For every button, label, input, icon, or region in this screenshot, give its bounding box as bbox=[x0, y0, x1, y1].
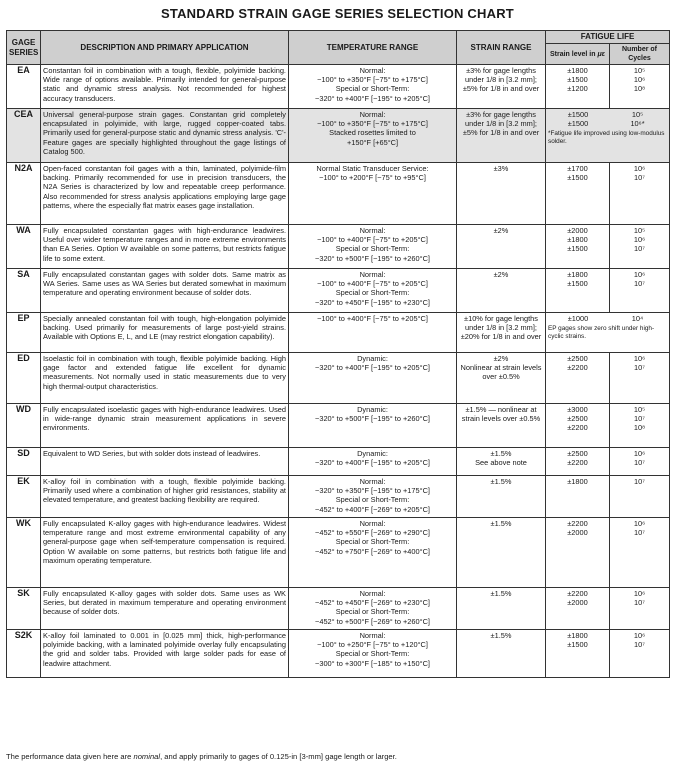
strain-range-cell bbox=[457, 630, 546, 678]
description-cell bbox=[41, 313, 289, 353]
selection-chart-table bbox=[6, 30, 670, 678]
temperature-cell bbox=[289, 225, 457, 269]
strain-range-cell-text: ±1.5% bbox=[490, 519, 512, 528]
description-cell-text: Fully encapsulated K-alloy gages with solder dots. Same uses as WK Series, but derated in maximum temperature and operating environment because of solder dots. bbox=[43, 589, 286, 617]
description-cell bbox=[41, 588, 289, 630]
gage-series-cell-text: N2A bbox=[14, 163, 33, 173]
table-row bbox=[7, 109, 670, 163]
chart-body bbox=[7, 65, 670, 678]
header-description: DESCRIPTION AND PRIMARY APPLICATION bbox=[41, 31, 289, 65]
description-cell-text: Equivalent to WD Series, but with solder dots instead of leadwires. bbox=[43, 449, 261, 458]
gage-series-cell bbox=[7, 163, 41, 225]
cycles-cell bbox=[610, 269, 670, 313]
table-row bbox=[7, 163, 670, 225]
strain-range-cell bbox=[457, 518, 546, 588]
strain-level-cell-text: ±1800 bbox=[567, 477, 588, 486]
cycles-cell bbox=[610, 65, 670, 109]
gage-series-cell-text: WA bbox=[16, 225, 31, 235]
description-cell bbox=[41, 404, 289, 448]
temperature-cell bbox=[289, 448, 457, 476]
header-strain-level-label: Strain level in bbox=[549, 50, 596, 58]
strain-range-cell-text: ±10% for gage lengths under 1/8 in [3.2 mm]; ±20% for 1/8 in and over bbox=[460, 314, 542, 342]
table-row bbox=[7, 65, 670, 109]
description-cell-text: K-alloy foil laminated to 0.001 in [0.025 mm] thick, high-performance polyimide backing, with a laminated polyimide overlay fully encapsulating the grid and solder tabs. Provided with large solder pads for ease of leadwire attachment. bbox=[43, 631, 286, 668]
description-cell bbox=[41, 630, 289, 678]
temperature-cell-text: −100° to +400°F [−75° to +205°C] bbox=[317, 314, 428, 323]
cycles-text: 10⁵ 10⁶* bbox=[630, 110, 645, 129]
strain-level-cell bbox=[546, 588, 610, 630]
strain-level-cell-text: ±3000 ±2500 ±2200 bbox=[567, 405, 588, 433]
gage-series-cell bbox=[7, 269, 41, 313]
description-cell bbox=[41, 448, 289, 476]
description-cell-text: Constantan foil in combination with a tough, flexible, polyimide backing. Wide range of options available. Primarily intended for general-purpose static and dynamic stress analysis. Not recommended for highest accuracy transducers. bbox=[43, 66, 286, 103]
strain-range-cell bbox=[457, 225, 546, 269]
strain-range-cell bbox=[457, 588, 546, 630]
strain-level-cell-text: ±1700 ±1500 bbox=[567, 164, 588, 183]
fatigue-cell bbox=[546, 313, 670, 353]
strain-range-cell bbox=[457, 313, 546, 353]
description-cell bbox=[41, 353, 289, 404]
temperature-cell bbox=[289, 630, 457, 678]
temperature-cell-text: Normal: −100° to +350°F [−75° to +175°C] Special or Short-Term: −320° to +400°F [−195° to +205°C] bbox=[315, 66, 430, 103]
gage-series-cell bbox=[7, 518, 41, 588]
table-row bbox=[7, 353, 670, 404]
cycles-cell-text: 10⁶ 10⁷ bbox=[633, 164, 646, 183]
strain-level-cell bbox=[546, 163, 610, 225]
strain-level-cell bbox=[546, 353, 610, 404]
gage-series-cell-text: S2K bbox=[14, 630, 33, 640]
cycles-cell-text: 10⁶ 10⁷ bbox=[633, 449, 646, 468]
table-row bbox=[7, 269, 670, 313]
cycles-cell bbox=[610, 225, 670, 269]
strain-level-text: ±1500 ±1500 bbox=[567, 110, 589, 129]
header-strain-level bbox=[546, 44, 610, 65]
strain-range-cell-text: ±1.5% See above note bbox=[475, 449, 527, 468]
cycles-text: 10⁴ bbox=[631, 314, 644, 323]
temperature-cell-text: Normal: −320° to +350°F [−195° to +175°C] Special or Short-Term: −452° to +400°F [−269° to +205°C] bbox=[315, 477, 430, 514]
strain-range-cell-text: ±2% Nonlinear at strain levels over ±0.5% bbox=[460, 354, 542, 382]
cycles-cell-text: 10⁶ 10⁷ bbox=[633, 631, 646, 650]
cycles-cell-text: 10⁶ 10⁷ bbox=[633, 354, 646, 373]
strain-level-cell-text: ±1800 ±1500 bbox=[567, 631, 588, 650]
cycles-cell-text: 10⁷ bbox=[634, 477, 645, 486]
cycles-cell bbox=[610, 448, 670, 476]
footer-text-end: , and apply primarily to gages of 0.125-in [3-mm] gage length or larger. bbox=[160, 752, 397, 761]
header-temperature: TEMPERATURE RANGE bbox=[289, 31, 457, 65]
description-cell-text: Fully encapsulated constantan gages with high-endurance leadwires. Useful over wider temperature ranges and in more extreme environments than EA Series. Option W available on some patterns, but restricts fatigue life to some extent. bbox=[43, 226, 286, 263]
header-strain-level-unit: με bbox=[597, 50, 606, 58]
table-row bbox=[7, 225, 670, 269]
table-row bbox=[7, 404, 670, 448]
temperature-cell-text: Dynamic: −320° to +500°F [−195° to +260°C] bbox=[315, 405, 430, 424]
strain-level-cell bbox=[546, 65, 610, 109]
temperature-cell-text: Normal: −100° to +250°F [−75° to +120°C] Special or Short-Term: −300° to +300°F [−185° to +150°C] bbox=[315, 631, 430, 668]
description-cell-text: Fully encapsulated constantan gages with solder dots. Same matrix as WA Series. Same uses as WA Series but derated somewhat in maximum temperature and operating environment because of solder dots. bbox=[43, 270, 286, 298]
strain-level-cell-text: ±1800 ±1500 bbox=[567, 270, 588, 289]
strain-range-cell-text: ±2% bbox=[493, 270, 509, 279]
cycles-cell bbox=[610, 518, 670, 588]
temperature-cell-text: Dynamic: −320° to +400°F [−195° to +205°C] bbox=[315, 354, 430, 373]
strain-range-cell-text: ±3% for gage lengths under 1/8 in [3.2 mm]; ±5% for 1/8 in and over bbox=[462, 66, 540, 94]
fatigue-values bbox=[548, 110, 667, 128]
fatigue-note: *Fatigue life improved using low-modulus solder. bbox=[548, 130, 665, 145]
table-row bbox=[7, 588, 670, 630]
description-cell bbox=[41, 518, 289, 588]
gage-series-cell-text: SD bbox=[17, 448, 30, 458]
cycles-cell-text: 10⁵ 10⁷ 10⁸ bbox=[633, 405, 646, 433]
strain-level-cell bbox=[546, 404, 610, 448]
description-cell bbox=[41, 109, 289, 163]
fatigue-cell bbox=[546, 109, 670, 163]
temperature-cell bbox=[289, 109, 457, 163]
description-cell-text: Isoelastic foil in combination with tough, flexible polyimide backing. High gage factor and extended fatigue life excellent for dynamic measurements. Not normally used in static measurements due to very high thermal-output characteristics. bbox=[43, 354, 286, 391]
cycles-cell-text: 10⁵ 10⁶ 10⁸ bbox=[633, 66, 646, 94]
gage-series-cell-text: EK bbox=[17, 476, 30, 486]
header-fatigue-life: FATIGUE LIFE bbox=[546, 31, 670, 44]
temperature-cell-text: Normal: −100° to +350°F [−75° to +175°C] Stacked rosettes limited to +150°F [+65°C] bbox=[317, 110, 428, 147]
footer-emphasis: nominal bbox=[133, 752, 161, 761]
gage-series-cell-text: SK bbox=[17, 588, 30, 598]
strain-level-cell-text: ±2200 ±2000 bbox=[567, 589, 588, 608]
footer-note bbox=[6, 752, 397, 761]
strain-level-cell-text: ±2500 ±2200 bbox=[567, 449, 588, 468]
table-row bbox=[7, 313, 670, 353]
description-cell-text: K-alloy foil in combination with a tough, flexible polyimide backing. Primarily used where a combination of higher grid resistances, stability at elevated temperature, and greatest backing flexibility are required. bbox=[43, 477, 286, 505]
strain-level-cell bbox=[546, 630, 610, 678]
gage-series-cell-text: CEA bbox=[13, 109, 33, 119]
strain-level-cell-text: ±2200 ±2000 bbox=[567, 519, 588, 538]
strain-range-cell-text: ±3% bbox=[493, 164, 509, 173]
strain-range-cell-text: ±1.5% bbox=[490, 631, 512, 640]
temperature-cell-text: Normal: −100° to +400°F [−75° to +205°C] Special or Short-Term: −320° to +450°F [−195° to +230°C] bbox=[315, 270, 430, 307]
strain-level-cell bbox=[546, 269, 610, 313]
temperature-cell-text: Normal: −100° to +400°F [−75° to +205°C] Special or Short-Term: −320° to +500°F [−195° to +260°C] bbox=[315, 226, 430, 263]
gage-series-cell-text: WD bbox=[16, 404, 31, 414]
header-gage-series: GAGE SERIES bbox=[7, 31, 41, 65]
gage-series-cell-text: EP bbox=[17, 313, 30, 323]
gage-series-cell bbox=[7, 476, 41, 518]
cycles-cell bbox=[610, 476, 670, 518]
strain-range-cell bbox=[457, 476, 546, 518]
strain-range-cell bbox=[457, 269, 546, 313]
gage-series-cell bbox=[7, 404, 41, 448]
fatigue-values bbox=[548, 314, 667, 323]
header-strain-range: STRAIN RANGE bbox=[457, 31, 546, 65]
strain-range-cell-text: ±1.5% — nonlinear at strain levels over ±0.5% bbox=[461, 405, 541, 424]
description-cell bbox=[41, 269, 289, 313]
fatigue-note: EP gages show zero shift under high-cyclic strains. bbox=[548, 325, 655, 340]
strain-range-cell bbox=[457, 65, 546, 109]
description-cell-text: Fully encapsulated K-alloy gages with high-endurance leadwires. Widest temperature range and most extreme environmental capability of any general-purpose gage when self-temperature compensation is required. Option W available on some patterns, but restricts both fatigue life and maximum operating temperature. bbox=[43, 519, 286, 565]
gage-series-cell-text: WK bbox=[16, 518, 31, 528]
gage-series-cell bbox=[7, 225, 41, 269]
description-cell-text: Specially annealed constantan foil with tough, high-elongation polyimide backing. Used primarily for measurements of large post-yield strains. Available with Options E, L, and LE (may restrict elongation capability). bbox=[43, 314, 286, 342]
strain-range-cell-text: ±3% for gage lengths under 1/8 in [3.2 mm]; ±5% for 1/8 in and over bbox=[462, 110, 540, 138]
strain-range-cell-text: ±1.5% bbox=[490, 477, 512, 486]
cycles-cell bbox=[610, 588, 670, 630]
gage-series-cell-text: EA bbox=[17, 65, 30, 75]
description-cell-text: Universal general-purpose strain gages. Constantan grid completely encapsulated in polyimide, with large, rugged copper-coated tabs. Primarily used for general-purpose static and dynamic stress analysis. 'C'-Feature gages are specially highlighted throughout the gage listings of Catalog 500. bbox=[43, 110, 286, 156]
header-row bbox=[7, 31, 670, 44]
gage-series-cell bbox=[7, 313, 41, 353]
description-cell-text: Fully encapsulated isoelastic gages with high-endurance leadwires. Used in wide-range dynamic strain measurement applications in severe environments. bbox=[43, 405, 286, 433]
description-cell bbox=[41, 225, 289, 269]
strain-range-cell bbox=[457, 163, 546, 225]
strain-level-text: ±1000 bbox=[567, 314, 589, 323]
temperature-cell-text: Normal: −452° to +550°F [−269° to +290°C] Special or Short-Term: −452° to +750°F [−269° to +400°C] bbox=[315, 519, 430, 556]
footer-text-start: The performance data given here are bbox=[6, 752, 134, 761]
gage-series-cell bbox=[7, 109, 41, 163]
table-row bbox=[7, 476, 670, 518]
strain-range-cell bbox=[457, 353, 546, 404]
cycles-cell-text: 10⁶ 10⁷ bbox=[633, 270, 646, 289]
gage-series-cell bbox=[7, 448, 41, 476]
strain-range-cell bbox=[457, 109, 546, 163]
temperature-cell bbox=[289, 65, 457, 109]
gage-series-cell-text: SA bbox=[17, 269, 30, 279]
strain-level-cell-text: ±2500 ±2200 bbox=[567, 354, 588, 373]
temperature-cell bbox=[289, 588, 457, 630]
temperature-cell bbox=[289, 476, 457, 518]
table-row bbox=[7, 448, 670, 476]
gage-series-cell bbox=[7, 353, 41, 404]
strain-level-cell bbox=[546, 476, 610, 518]
page-title: STANDARD STRAIN GAGE SERIES SELECTION CHART bbox=[161, 6, 514, 21]
header-cycles: Number of Cycles bbox=[610, 44, 670, 65]
cycles-cell-text: 10⁶ 10⁷ bbox=[633, 519, 646, 538]
cycles-cell bbox=[610, 163, 670, 225]
strain-range-cell-text: ±2% bbox=[493, 226, 509, 235]
cycles-cell bbox=[610, 404, 670, 448]
strain-level-cell bbox=[546, 518, 610, 588]
strain-level-cell bbox=[546, 448, 610, 476]
temperature-cell-text: Normal: −452° to +450°F [−269° to +230°C] Special or Short-Term: −452° to +500°F [−269° to +260°C] bbox=[315, 589, 430, 626]
table-row bbox=[7, 518, 670, 588]
cycles-cell bbox=[610, 630, 670, 678]
cycles-cell bbox=[610, 353, 670, 404]
strain-range-cell-text: ±1.5% bbox=[490, 589, 512, 598]
strain-range-cell bbox=[457, 404, 546, 448]
strain-range-cell bbox=[457, 448, 546, 476]
temperature-cell bbox=[289, 404, 457, 448]
strain-level-cell-text: ±1800 ±1500 ±1200 bbox=[567, 66, 588, 94]
description-cell bbox=[41, 163, 289, 225]
temperature-cell bbox=[289, 353, 457, 404]
temperature-cell-text: Dynamic: −320° to +400°F [−195° to +205°C] bbox=[315, 449, 430, 468]
description-cell-text: Open-faced constantan foil gages with a thin, laminated, polyimide-film backing. Primarily recommended for use in precision transducers, the N2A Series is characterized by low and repeatable creep performance. Also recommended for stress analysis applications employing large gage patterns, where the especially flat matrix eases gage installation. bbox=[43, 164, 286, 210]
temperature-cell bbox=[289, 163, 457, 225]
temperature-cell bbox=[289, 518, 457, 588]
cycles-cell-text: 10⁶ 10⁷ bbox=[633, 589, 646, 608]
gage-series-cell bbox=[7, 588, 41, 630]
gage-series-cell bbox=[7, 630, 41, 678]
description-cell bbox=[41, 65, 289, 109]
gage-series-cell-text: ED bbox=[17, 353, 30, 363]
cycles-cell-text: 10⁵ 10⁶ 10⁷ bbox=[633, 226, 646, 254]
description-cell bbox=[41, 476, 289, 518]
temperature-cell bbox=[289, 313, 457, 353]
strain-level-cell-text: ±2000 ±1800 ±1500 bbox=[567, 226, 588, 254]
table-row bbox=[7, 630, 670, 678]
gage-series-cell bbox=[7, 65, 41, 109]
temperature-cell-text: Normal Static Transducer Service: −100° to +200°F [−75° to +95°C] bbox=[316, 164, 429, 183]
temperature-cell bbox=[289, 269, 457, 313]
strain-level-cell bbox=[546, 225, 610, 269]
